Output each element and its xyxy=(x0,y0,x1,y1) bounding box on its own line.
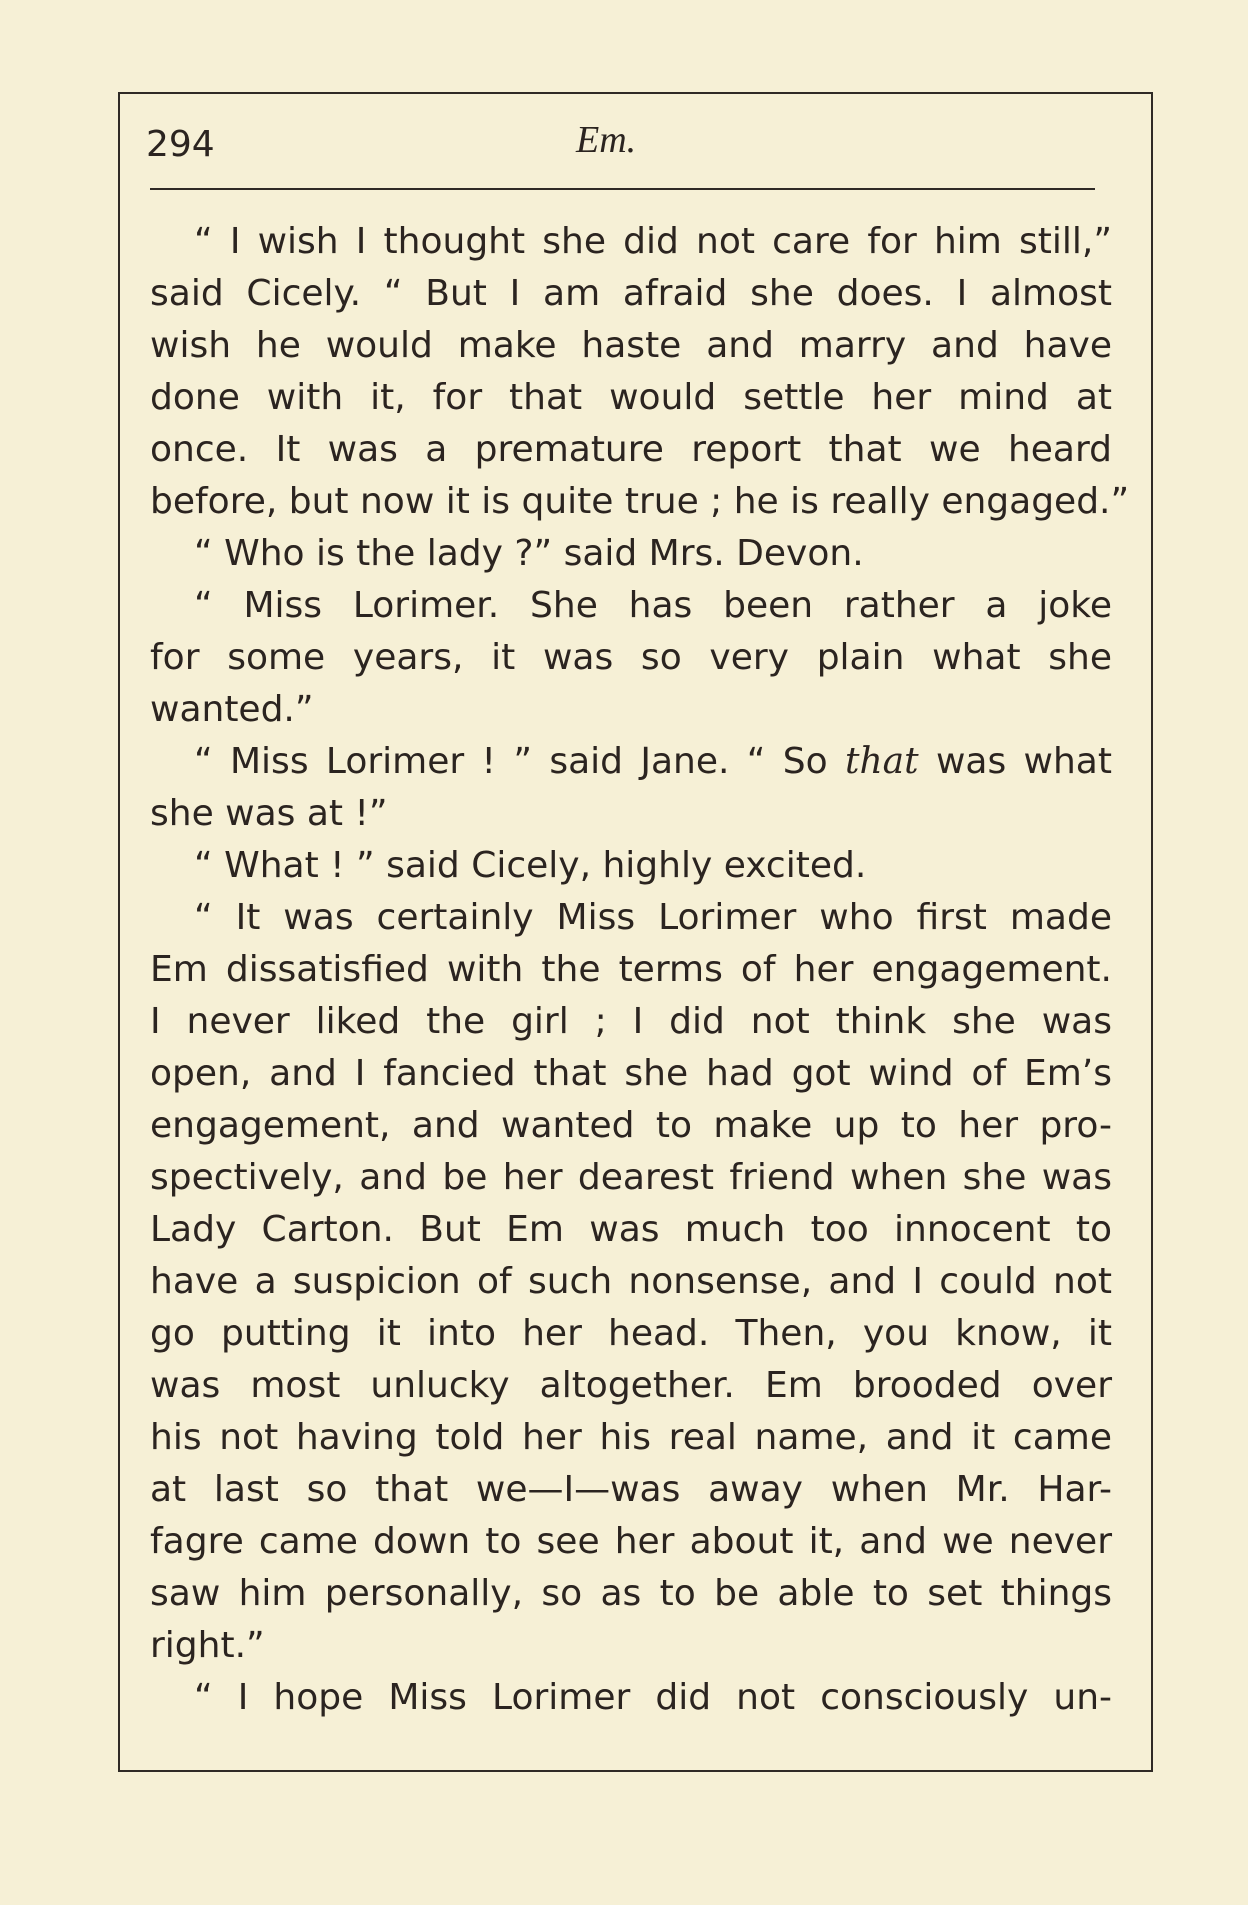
page-header xyxy=(146,118,1096,188)
text-line: at last so that we—I—was away when Mr. Har- xyxy=(150,1469,1112,1510)
text-line: done with it, for that would settle her mind at xyxy=(150,377,1112,418)
text-run: was what xyxy=(918,741,1112,782)
text-line: wanted.” xyxy=(150,689,314,730)
text-line: “ Miss Lorimer. She has been rather a joke xyxy=(194,585,1112,626)
text-line: “ Who is the lady ?” said Mrs. Devon. xyxy=(194,533,864,574)
text-line: have a suspicion of such nonsense, and I could not xyxy=(150,1261,1112,1302)
text-line: Lady Carton. But Em was much too innocent to xyxy=(150,1209,1112,1250)
text-line: for some years, it was so very plain what she xyxy=(150,637,1112,678)
text-line: “ What ! ” said Cicely, highly excited. xyxy=(194,845,867,886)
text-line: was most unlucky altogether. Em brooded over xyxy=(150,1365,1112,1406)
text-line: open, and I fancied that she had got wind of Em’s xyxy=(150,1053,1112,1094)
text-line: I never liked the girl ; I did not think she was xyxy=(150,1001,1112,1042)
text-line: once. It was a premature report that we heard xyxy=(150,429,1112,470)
text-line: saw him personally, so as to be able to set things xyxy=(150,1573,1112,1614)
text-line: right.” xyxy=(150,1625,265,1666)
header-rule xyxy=(150,188,1095,190)
running-head: Em. xyxy=(576,119,637,161)
text-line: she was at !” xyxy=(150,793,388,834)
text-line xyxy=(150,736,1112,788)
text-line: his not having told her his real name, and it came xyxy=(150,1417,1112,1458)
text-line: fagre came down to see her about it, and we never xyxy=(150,1521,1112,1562)
text-line: engagement, and wanted to make up to her pro- xyxy=(150,1105,1112,1146)
text-line: Em dissatisfied with the terms of her engagement. xyxy=(150,949,1112,990)
text-run: “ Miss Lorimer ! ” said Jane. “ So xyxy=(194,741,845,782)
text-line: “ It was certainly Miss Lorimer who first made xyxy=(194,897,1112,938)
text-line: “ I wish I thought she did not care for him still,” xyxy=(194,221,1112,262)
italic-text: that xyxy=(845,741,919,782)
page-number: 294 xyxy=(146,124,215,165)
text-line: before, but now it is quite true ; he is really engaged.” xyxy=(150,481,1130,522)
text-line: said Cicely. “ But I am afraid she does. I almost xyxy=(150,273,1112,314)
text-line: “ I hope Miss Lorimer did not consciously un- xyxy=(194,1677,1112,1718)
body-text xyxy=(150,216,1130,1724)
text-line: wish he would make haste and marry and have xyxy=(150,325,1112,366)
text-line: spectively, and be her dearest friend when she was xyxy=(150,1157,1112,1198)
text-line: go putting it into her head. Then, you know, it xyxy=(150,1313,1112,1354)
